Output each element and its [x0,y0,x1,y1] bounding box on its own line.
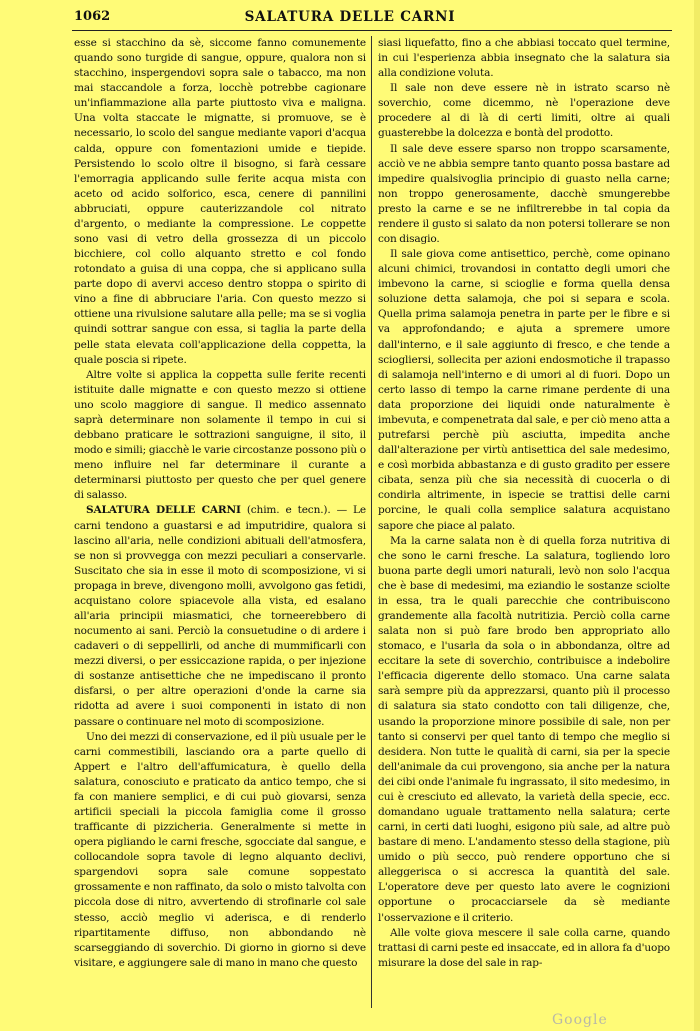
scan-watermark: Google [552,1012,608,1028]
paragraph: Ma la carne salata non è di quella forza nutritiva di che sono le carni fresche. La salatura, togliendo loro buona parte degli umori naturali, levò non solo l'acqua che è base di medesimi, ma eziandio le sostanze sciolte in essa, tra le quali parecchie che contribuiscono grandemente alla facoltà nutritizia. Perciò colla carne salata non si può fare brodo ben appropriato allo stomaco, e l'usarla da sola o in abbondanza, oltre ad eccitare la sete di soverchio, contribuisce a indebolire l'efficacia digerente dello stomaco. Una carne salata sarà sempre più da apprezzarsi, quanto più il processo di salatura sia stato condotto con tali diligenze, che, usando la proporzione minore possibile di sale, non per tanto si conservi per quel tanto di tempo che meglio si desidera. Non tutte le qualità di carni, sia per la specie dell'animale da cui provengono, sia anche per la natura dei cibi onde l'animale fu ingrassato, il sito medesimo, in cui è cresciuto ed allevato, la varietà della specie, ecc. domandano uguale trattamento nella salatura; certe carni, in certi dati luoghi, esigono più sale, ad altre può bastare di meno. L'andamento stesso della stagione, più umido o più secco, può rendere opportuno che si alleggerisca o si accresca la quantità del sale. L'operatore deve per questo lato avere le cognizioni opportune o procacciarsele da sè mediante l'osservazione e il criterio. [378,534,670,924]
page-header [0,6,700,32]
right-column [378,36,670,971]
left-column [74,36,366,971]
paragraph: Uno dei mezzi di conservazione, ed il più usuale per le carni commestibili, lasciando ora a parte quello di Appert e l'altro dell'affumicatura, è quello della salatura, conosciuto e praticato da antico tempo, che si fa con maniere semplici, e di cui può giovarsi, senza artificii speciali la piccola famiglia come il grosso trafficante di pizzicheria. Generalmente si mette in opera pigliando le carni fresche, sgocciate dal sangue, e collocandole sopra tavole di legno alquanto declivi, spargendovi sopra sale comune soppestato grossamente e non raffinato, da solo o misto talvolta con piccola dose di nitro, avvertendo di strofinarle col sale stesso, acciò meglio vi aderisca, e di renderlo ripartitamente diffuso, non abbondando nè scarseggiando di soverchio. Di giorno in giorno si deve visitare, e aggiungere sale di mano in mano che questo [74,730,366,969]
paragraph: siasi liquefatto, fino a che abbiasi toccato quel termine, in cui l'esperienza abbia insegnato che la salatura sia alla condizione voluta. [378,37,670,80]
entry-text: (chim. e tecn.). — Le carni tendono a guastarsi e ad imputridire, qualora si lascino all'aria, nelle condizioni abituali dell'atmosfera, se non si provvegga con mezzi peculiari a conservarle. Suscitato che sia in esse il moto di scomposizione, vi si propaga in breve, divengono molli, avvolgono gas fetidi, acquistano colore spiacevole alla vista, ed esalano all'aria principii miasmatici, che torneerebbero di nocumento ai sani. Perciò la consuetudine o di ardere i cadaveri o di seppellirli, od anche di mummificarli con mezzi diversi, o per essiccazione rapida, o per injezione di sostanze antisettiche che ne impediscano il pronto disfarsi, o per altre operazioni d'onde la carne sia ridotta ad avere i suoi componenti in istato di non passare o continuare nel moto di scomposizione. [74,504,366,728]
paragraph: Il sale giova come antisettico, perchè, come opinano alcuni chimici, trovandosi in contatto degli umori che imbevono la carne, si scioglie e forma quella densa soluzione detta salamoja, che poi si separa e scola. Quella prima salamoja penetra in parte per le fibre e si va approfondando; e ajuta a spremere umore dall'interno, e il sale aggiunto di fresco, e che tende a sciogliersi, sollecita per azioni endosmotiche il trapasso di salamoja nell'interno e di umori al di fuori. Dopo un certo lasso di tempo la carne rimane perdente di una data proporzione dei liquidi onde naturalmente è imbevuta, e compenetrata dal sale, e per ciò meno atta a putrefarsi perchè più asciutta, impedita anche dall'alterazione per virtù antisettica del sale medesimo, e così morbida abbastanza e di gusto gradito per essere cibata, senza più che sia necessità di cuocerla o di condirla altrimente, in ispecie se trattisi delle carni porcine, le quali colla semplice salatura acquistano sapore che piace al palato. [378,248,670,532]
paragraph: Il sale deve essere sparso non troppo scarsamente, acciò ve ne abbia sempre tanto quanto possa bastare ad impedire qualsivoglia principio di guasto nella carne; non troppo generosamente, dacchè smungerebbe presto la carne e se ne infiltrerebbe in tal copia da rendere il gusto si salato da non potersi tollerare se non con disagio. [378,142,670,246]
paragraph: Alle volte giova mescere il sale colla carne, quando trattasi di carni peste ed insaccate, ed in allora fa d'uopo misurare la dose del sale in rap- [378,926,670,969]
page-edge [694,0,700,1031]
page-number: 1062 [74,9,111,24]
paragraph: esse si stacchino da sè, siccome fanno comunemente quando sono turgide di sangue, oppure, qualora non si stacchino, inspergendovi sopra sale o tabacco, ma non mai staccandole a forza, locchè potrebbe cagionare un'infiammazione alla parte piuttosto viva e maligna. Una volta staccate le mignatte, si promuove, se è necessario, lo scolo del sangue mediante vapori d'acqua calda, oppure con fomentazioni umide e tiepide. Persistendo lo scolo oltre il bisogno, si farà cessare l'emorragia applicando sulle ferite acqua mista con aceto od acido solforico, esca, cenere di pannilini abbruciati, oppure cauterizzandole col nitrato d'argento, o mediante la compressione. Le coppette sono vasi di vetro della grossezza di un piccolo bicchiere, col collo alquanto stretto e col fondo rotondato a guisa di una coppa, che si applicano sulla parte dopo di avervi acceso dentro stoppa o spirito di vino a fine di abbruciare l'aria. Con questo mezzo si ottiene una rivulsione salutare alla pelle; ma se si voglia quindi sottrar sangue con essa, si taglia la parte della pelle stata elevata coll'applicazione della coppetta, la quale poscia si ripete. [74,37,366,366]
entry-headword: SALATURA DELLE CARNI [86,504,241,517]
running-title: SALATURA DELLE CARNI [244,9,456,25]
column-divider [371,36,372,1008]
paragraph: Il sale non deve essere nè in istrato scarso nè soverchio, come dicemmo, nè l'operazione deve procedere al di là di certi limiti, oltre ai quali guasterebbe la dolcezza e bontà del prodotto. [378,82,670,140]
entry-paragraph [74,503,366,729]
paragraph: Altre volte si applica la coppetta sulle ferite recenti istituite dalle mignatte e con questo mezzo si ottiene uno scolo maggiore di sangue. Il medico assennato saprà determinare non solamente il tempo in cui si debbano praticare le sottrazioni sanguigne, il sito, il modo e simili; giacchè le varie circostanze possono più o meno influire nel far determinare il curante a determinarsi piuttosto per questo che per quel genere di salasso. [74,368,366,502]
header-rule [72,30,672,31]
